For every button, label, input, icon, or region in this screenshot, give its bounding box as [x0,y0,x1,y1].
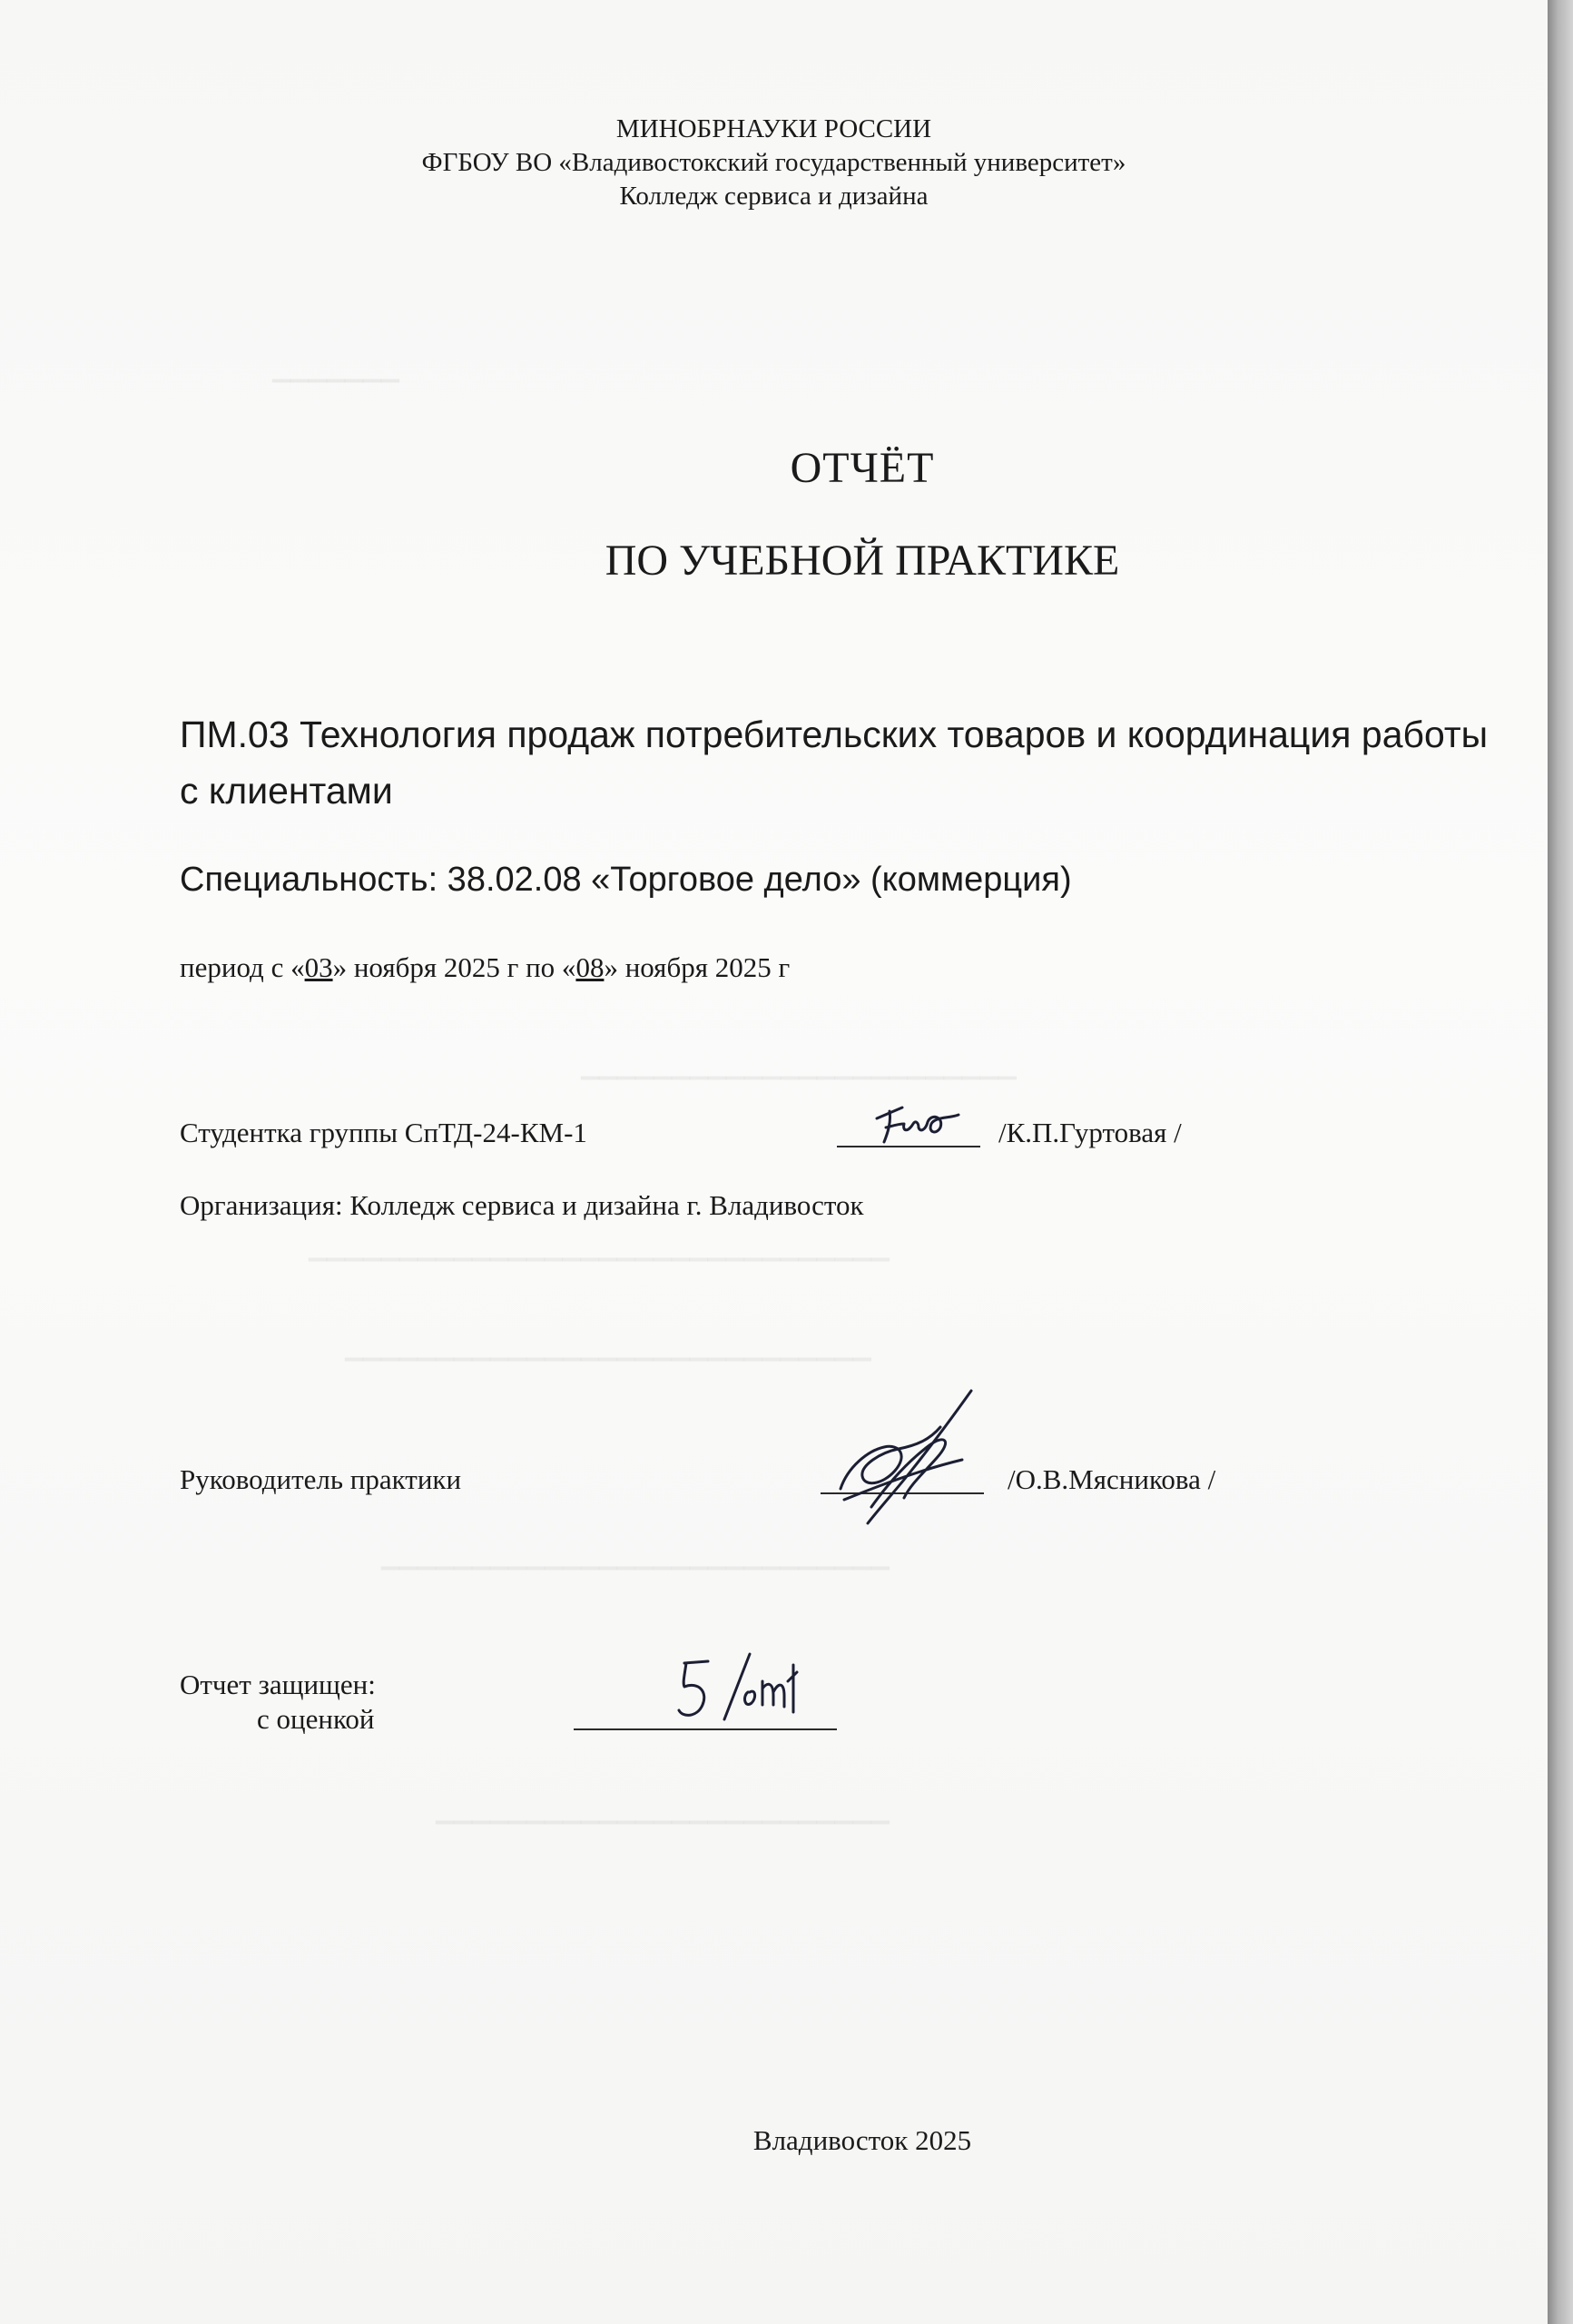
module-title: ПМ.03 Технология продаж потребительских товаров и координация работы с клиентами [180,714,1489,812]
grade-handwritten [672,1645,808,1732]
student-group-label: Студентка группы СпТД-24-КМ-1 [180,1117,587,1148]
report-defended-label: Отчет защищен: [180,1669,376,1700]
report-subtitle: ПО УЧЕБНОЙ ПРАКТИКЕ [605,537,1120,585]
university-name: ФГБОУ ВО «Владивостокский государственный университет» [421,148,1126,177]
ministry-name: МИНОБРНАУКИ РОССИИ [615,114,932,143]
period-prefix: период с « [180,951,305,983]
period-suffix: » ноября 2025 г [604,951,791,983]
supervisor-label: Руководитель практики [180,1463,462,1495]
organization: Организация: Колледж сервиса и дизайна г. Владивосток [180,1189,864,1221]
page-edge-shadow [1548,0,1573,2324]
college-name: Колледж сервиса и дизайна [619,182,929,211]
student-name: /К.П.Гуртовая / [998,1117,1182,1148]
supervisor-signature [817,1380,998,1543]
report-title: ОТЧЁТ [790,444,935,492]
period-start-day: 03 [304,951,333,983]
supervisor-name: /О.В.Мясникова / [1008,1463,1216,1495]
city-year: Владивосток 2025 [752,2124,972,2156]
period-end-day: 08 [575,951,605,983]
student-signature [871,1097,971,1151]
practice-period [180,951,790,984]
period-middle: » ноября 2025 г по « [332,951,576,983]
report-title-page: ​▁▁▁▁▁▁▁ ▁▁▁▁▁▁▁▁▁▁▁▁▁▁▁▁▁▁▁▁▁▁▁▁ ▁▁▁▁▁▁▁▁▁▁▁▁▁▁▁▁▁▁▁▁▁▁▁▁▁▁▁▁▁▁▁▁ ▁▁▁▁▁▁▁▁▁▁▁▁▁▁▁▁▁▁▁▁▁▁▁▁▁▁▁▁▁ ▁▁▁▁▁▁▁▁▁▁▁▁▁▁▁▁▁▁▁▁▁▁▁▁▁▁▁▁ ▁▁▁▁▁▁▁▁▁▁▁▁▁▁▁▁▁▁▁▁▁▁▁▁▁ МИНОБРНАУКИ РОССИИ ФГБОУ ВО «Владивостокский государственный университет» Колледж сервиса и дизайна ОТЧЁТ ПО УЧЕБНОЙ ПРАКТИКЕ ПМ.03 Технология продаж потребительских товаров и координация работы с клиентами Специальность: 38.02.08 «Торговое дело» (коммерция) период с «03» ноября 2025 г по «08» ноября 2025 г Студентка группы СпТД-24-КМ-1 /К.П.Гуртовая / Организация: Колледж сервиса и дизайна г. Владивосток Руководитель практики /О.В.Мясникова / Отчет защищен: с оценкой Владивосток 2025 [0,0,1548,2324]
grade-label: с оценкой [257,1703,375,1735]
specialty: Специальность: 38.02.08 «Торговое дело» (коммерция) [180,861,1072,899]
